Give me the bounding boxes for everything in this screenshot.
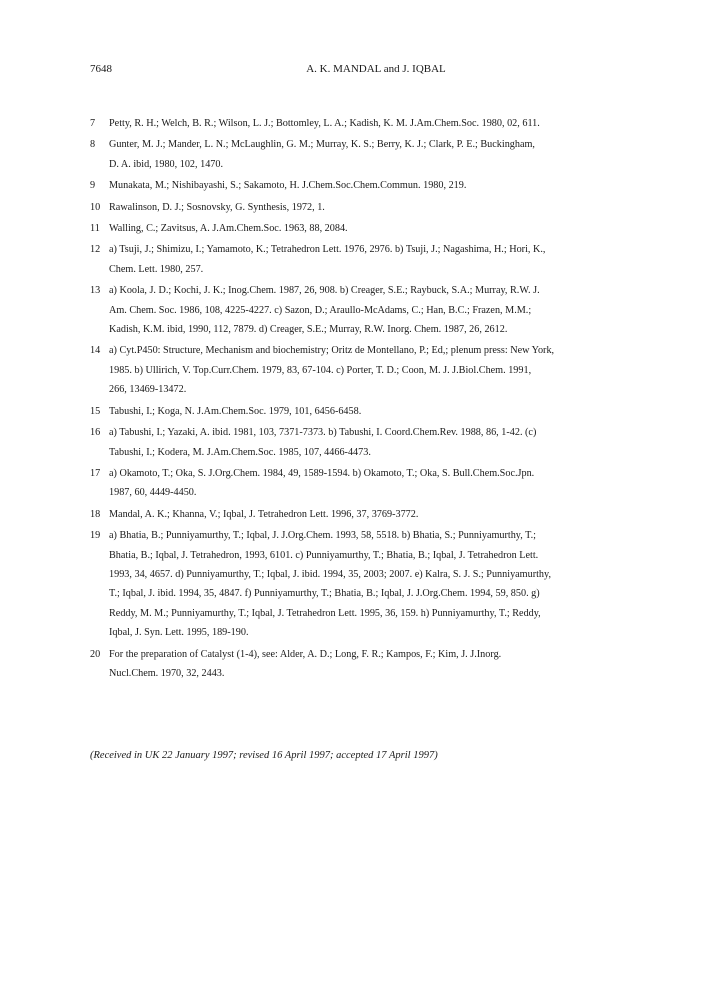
reference-text-line: Mandal, A. K.; Khanna, V.; Iqbal, J. Tetrahedron Lett. 1996, 37, 3769-3772. <box>109 508 419 520</box>
reference-item <box>90 423 662 462</box>
reference-text-line: Gunter, M. J.; Mander, L. N.; McLaughlin, G. M.; Murray, K. S.; Berry, K. J.; Clark, P. E.; Buckingham, <box>109 139 535 151</box>
reference-number: 13 <box>90 285 101 297</box>
reference-text-line: Tabushi, I.; Koga, N. J.Am.Chem.Soc. 1979, 101, 6456-6458. <box>109 405 362 417</box>
reference-item <box>90 176 662 195</box>
reference-number: 20 <box>90 648 101 660</box>
reference-text-line: Chem. Lett. 1980, 257. <box>109 263 204 275</box>
reference-item <box>90 240 662 279</box>
reference-number: 7 <box>90 118 96 129</box>
reference-text-line: Am. Chem. Soc. 1986, 108, 4225-4227. c) Sazon, D.; Araullo-McAdams, C.; Han, B.C.; Frazen, M.M.; <box>109 304 532 316</box>
reference-number: 9 <box>90 180 96 192</box>
reference-number: 15 <box>90 405 101 417</box>
reference-text-line: Bhatia, B.; Iqbal, J. Tetrahedron, 1993, 6101. c) Punniyamurthy, T.; Bhatia, B.; Iqbal, J. Tetrahedron Lett. <box>109 549 539 561</box>
reference-number: 12 <box>90 244 101 256</box>
reference-text-line: Munakata, M.; Nishibayashi, S.; Sakamoto, H. J.Chem.Soc.Chem.Commun. 1980, 219. <box>109 180 467 192</box>
reference-number: 11 <box>90 223 100 235</box>
reference-number: 16 <box>90 427 101 439</box>
reference-item <box>90 219 662 238</box>
reference-text-line: 266, 13469-13472. <box>109 384 187 396</box>
reference-text-line: a) Koola, J. D.; Kochi, J. K.; Inog.Chem. 1987, 26, 908. b) Creager, S.E.; Raybuck, S.A.; Murray, R.W. J. <box>109 285 540 297</box>
reference-text-line: Iqbal, J. Syn. Lett. 1995, 189-190. <box>109 627 249 639</box>
reference-item <box>90 281 662 339</box>
reference-text-line: 1985. b) Ullirich, V. Top.Curr.Chem. 1979, 83, 67-104. c) Porter, T. D.; Coon, M. J. J.Biol.Chem. 1991, <box>109 364 532 376</box>
reference-list <box>90 114 662 683</box>
reference-item <box>90 505 662 524</box>
reference-text-line: For the preparation of Catalyst (1-4), see: Alder, A. D.; Long, F. R.; Kampos, F.; Kim, J. J.Inorg. <box>109 648 502 660</box>
reference-number: 8 <box>90 139 96 151</box>
reference-item <box>90 114 662 133</box>
reference-text-line: Petty, R. H.; Welch, B. R.; Wilson, L. J.; Bottomley, L. A.; Kadish, K. M. J.Am.Chem.Soc. 1980, 02, 611. <box>109 118 540 129</box>
reference-text-line: a) Okamoto, T.; Oka, S. J.Org.Chem. 1984, 49, 1589-1594. b) Okamoto, T.; Oka, S. Bull.Chem.Soc.Jpn. <box>109 467 535 479</box>
reference-text-line: 1987, 60, 4449-4450. <box>109 487 197 499</box>
reference-text-line: T.; Iqbal, J. ibid. 1994, 35, 4847. f) Punniyamurthy, T.; Bhatia, B.; Iqbal, J. J.Org.Chem. 1994, 59, 850. g) <box>109 588 540 600</box>
reference-number: 10 <box>90 201 101 213</box>
reference-text-line: 1993, 34, 4657. d) Punniyamurthy, T.; Iqbal, J. ibid. 1994, 35, 2003; 2007. e) Kalra, S. J. S.; Punniyamurthy, <box>109 568 551 580</box>
reference-text-line: Nucl.Chem. 1970, 32, 2443. <box>109 667 225 679</box>
reference-item <box>90 526 662 642</box>
reference-number: 19 <box>90 530 101 542</box>
reference-number: 17 <box>90 467 101 479</box>
reference-item <box>90 402 662 421</box>
running-head: A. K. MANDAL and J. IQBAL <box>306 63 446 75</box>
page-header <box>90 63 662 83</box>
reference-text-line: Kadish, K.M. ibid, 1990, 112, 7879. d) Creager, S.E.; Murray, R.W. Inorg. Chem. 1987, 26, 2612. <box>109 324 508 336</box>
reference-number: 14 <box>90 345 101 357</box>
received-dates: (Received in UK 22 January 1997; revised 16 April 1997; accepted 17 April 1997) <box>90 750 438 761</box>
reference-text-line: a) Bhatia, B.; Punniyamurthy, T.; Iqbal, J. J.Org.Chem. 1993, 58, 5518. b) Bhatia, S.; Punniyamurthy, T.; <box>109 530 536 542</box>
reference-text-line: a) Cyt.P450: Structure, Mechanism and biochemistry; Oritz de Montellano, P.; Ed,; plenum press: New York, <box>109 345 555 357</box>
reference-item <box>90 135 662 174</box>
reference-text-line: Tabushi, I.; Kodera, M. J.Am.Chem.Soc. 1985, 107, 4466-4473. <box>109 446 371 458</box>
reference-text-line: Walling, C.; Zavitsus, A. J.Am.Chem.Soc. 1963, 88, 2084. <box>109 223 348 235</box>
reference-item <box>90 645 662 684</box>
reference-text-line: Reddy, M. M.; Punniyamurthy, T.; Iqbal, J. Tetrahedron Lett. 1995, 36, 159. h) Punniyamurthy, T.; Reddy, <box>109 607 541 619</box>
reference-number: 18 <box>90 508 101 520</box>
reference-text-line: a) Tsuji, J.; Shimizu, I.; Yamamoto, K.; Tetrahedron Lett. 1976, 2976. b) Tsuji, J.; Nagashima, H.; Hori, K., <box>109 244 546 256</box>
reference-text-line: a) Tabushi, I.; Yazaki, A. ibid. 1981, 103, 7371-7373. b) Tabushi, I. Coord.Chem.Rev. 1988, 86, 1-42. (c) <box>109 427 537 439</box>
reference-item <box>90 341 662 399</box>
reference-item <box>90 464 662 503</box>
page-number: 7648 <box>90 63 112 75</box>
reference-item <box>90 198 662 217</box>
reference-text-line: Rawalinson, D. J.; Sosnovsky, G. Synthesis, 1972, 1. <box>109 201 325 213</box>
reference-text-line: D. A. ibid, 1980, 102, 1470. <box>109 158 224 170</box>
